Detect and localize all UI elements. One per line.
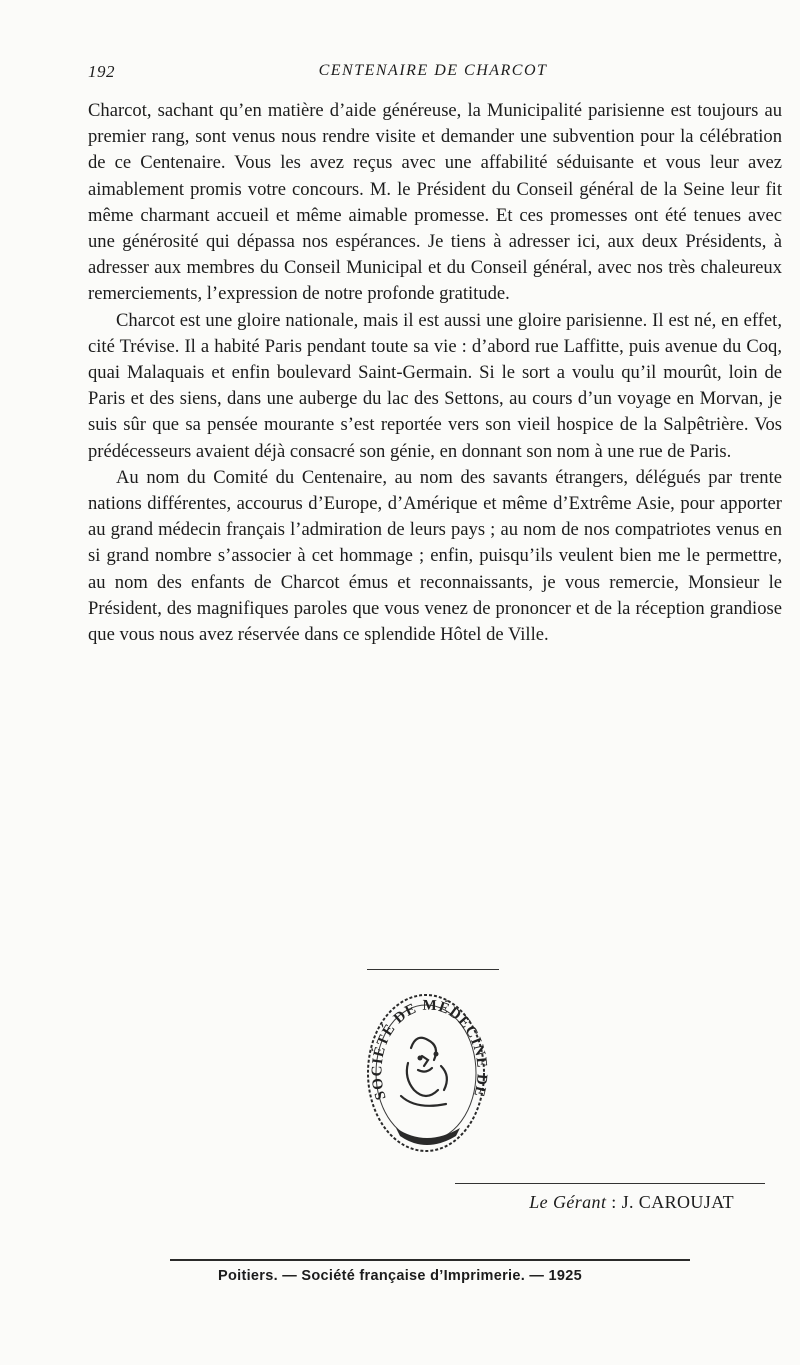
paragraph: Au nom du Comité du Centenaire, au nom des savants étrangers, délégués par trente nations différentes, accourus d’Europe, d’Amérique et même d’Extrême Asie, pour apporter au grand médecin français l’admiration de leurs pays ; au nom de nos compatriotes venus en si grand nombre s’associer à cet hommage ; enfin, puisqu’ils veulent bien me le permettre, au nom des enfants de Charcot émus et reconnaissants, je vous remercie, Monsieur le Président, des magnifiques paroles que vous venez de prononcer et de la réception grandiose que vous nous avez réservée dans ce splendide Hôtel de Ville. [88,466,782,646]
paragraph: Charcot, sachant qu’en matière d’aide généreuse, la Municipalité parisienne est toujours au premier rang, sont venus nous rendre visite et demander une subvention pour la célébration de ce Centenaire. Vous les avez reçus avec une affabilité séduisante et vous leur avez aimablement promis votre concours. M. le Président du Conseil général de la Seine leur fit même charmant accueil et même aimable promesse. Et ces promesses ont été tenues avec une générosité qui dépassa nos espérances. Je tiens à adresser ici, aux deux Présidents, à adresser aux membres du Conseil Municipal et du Conseil général, avec nos très chaleureux remerciements, l’expression de notre profonde gratitude. [88,100,782,305]
imprint-rule [170,1259,690,1261]
signature [529,1192,734,1213]
signature-separator: : [606,1192,622,1212]
page-header [88,62,778,84]
separator-rule [367,969,499,970]
seal-text: SOCIÉTÉ DE MÉDECINE DE [369,997,490,1102]
society-seal-icon [356,978,496,1173]
page-number: 192 [88,62,115,81]
svg-text:SOCIÉTÉ DE MÉDECINE DE PARIS [356,978,490,1105]
body-text [88,98,782,648]
paragraph: Charcot est une gloire nationale, mais il est aussi une gloire parisienne. Il est né, en effet, cité Trévise. Il a habité Paris pendant toute sa vie : d’abord rue Laffitte, puis avenue du Coq, quai Malaquais et enfin boulevard Saint-Germain. Si le sort a voulu qu’il mourût, loin de Paris et des siens, dans une auberge du lac des Settons, au cours d’un voyage en Morvan, je suis sûr que sa pensée mourante s’est reportée vers son vieil hospice de la Salpêtrière. Vos prédécesseurs avaient déjà consacré son génie, en donnant son nom à une rue de Paris. [88,309,782,462]
signature-role: Le Gérant [529,1192,607,1212]
seal-graphic [356,978,496,1173]
signature-name: J. CAROUJAT [621,1192,734,1212]
printer-imprint: Poitiers. — Société française d’Imprimerie. — 1925 [218,1268,582,1284]
running-title: CENTENAIRE DE CHARCOT [318,62,548,79]
signature-rule [455,1183,765,1184]
